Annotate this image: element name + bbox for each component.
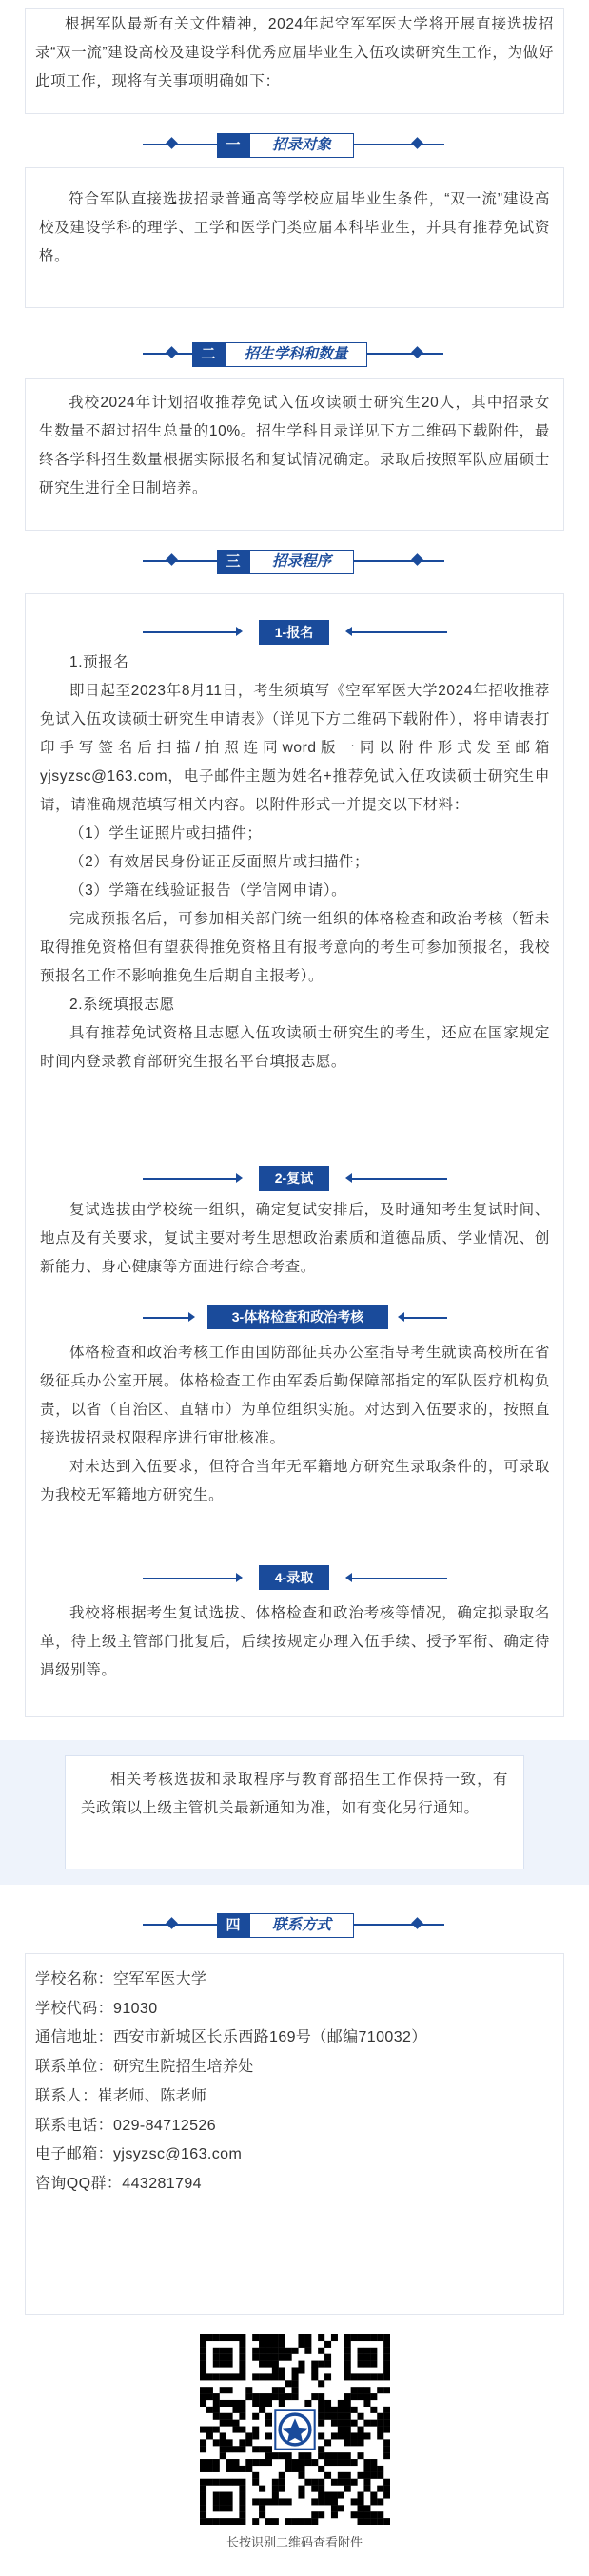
quota-text: 我校2024年计划招收推荐免试入伍攻读硕士研究生20人，其中招录女生数量不超过招生总量的10%。招生学科目录详见下方二维码下载附件，最终各学科招生数量根据实际报名和复试情况确定。录取后按照军队应届硕士研究生进行全日制培养。 bbox=[39, 395, 550, 496]
qr-code[interactable] bbox=[200, 2334, 390, 2525]
retest-content bbox=[40, 1196, 550, 1282]
target-text: 符合军队直接选拔招录普通高等学校应届毕业生条件，“双一流”建设高校及建设学科的理学、工学和医学门类应届本科毕业生，并具有推荐免试资格。 bbox=[39, 191, 550, 264]
quota-box bbox=[25, 378, 564, 531]
material-item: （2）有效居民身份证正反面照片或扫描件； bbox=[69, 854, 370, 870]
contact-box bbox=[25, 1953, 564, 2315]
exam-content bbox=[40, 1339, 550, 1510]
note-box bbox=[65, 1755, 524, 1869]
system-apply-text: 具有推荐免试资格且志愿入伍攻读硕士研究生的考生，还应在国家规定时间内登录教育部研究生报名平台填报志愿。 bbox=[40, 1025, 550, 1070]
intro-text: 根据军队最新有关文件精神，2024年起空军军医大学将开展直接选拔招录“双一流”建设高校及建设学科优秀应届毕业生入伍攻读研究生工作，为做好此项工作，现将有关事项明确如下： bbox=[35, 16, 554, 89]
contact-person: 联系人：崔老师、陈老师 bbox=[35, 2087, 207, 2104]
contact-phone: 联系电话：029-84712526 bbox=[35, 2117, 217, 2134]
section-title: 招录程序 bbox=[249, 550, 354, 574]
retest-text: 复试选拔由学校统一组织，确定复试安排后，及时通知考生复试时间、地点及有关要求，复试主要对考生思想政治素质和道德品质、学业情况、创新能力、身心健康等方面进行综合考查。 bbox=[40, 1202, 550, 1275]
qr-code-image bbox=[200, 2334, 390, 2525]
section-number: 一 bbox=[217, 133, 249, 158]
system-apply-title: 2.系统填报志愿 bbox=[69, 997, 175, 1013]
admit-text: 我校将根据考生复试选拔、体格检查和政治考核等情况，确定拟录取名单，待上级主管部门批复后，后续按规定办理入伍手续、授予军衔、确定待遇级别等。 bbox=[40, 1605, 550, 1678]
section-title: 招录对象 bbox=[249, 133, 354, 158]
contact-unit: 联系单位：研究生院招生培养处 bbox=[35, 2059, 254, 2076]
section-title: 联系方式 bbox=[249, 1913, 354, 1938]
exam-text-2: 对未达到入伍要求，但符合当年无军籍地方研究生录取条件的，可录取为我校无军籍地方研究生。 bbox=[40, 1459, 550, 1503]
step-tag-retest: 2-复试 bbox=[259, 1166, 329, 1191]
qr-caption: 长按识别二维码查看附件 bbox=[226, 2535, 363, 2549]
material-item: （3）学籍在线验证报告（学信网申请）。 bbox=[69, 882, 347, 899]
contact-code: 学校代码：91030 bbox=[35, 2000, 158, 2017]
step-tag-apply: 1-报名 bbox=[259, 620, 329, 645]
contact-address: 通信地址：西安市新城区长乐西路169号（邮编710032） bbox=[35, 2029, 427, 2046]
section-title: 招生学科和数量 bbox=[225, 342, 367, 367]
contact-qq: 咨询QQ群：443281794 bbox=[35, 2175, 202, 2192]
admit-content bbox=[40, 1599, 550, 1685]
section-header-4 bbox=[0, 1906, 589, 1944]
section-header-2 bbox=[0, 335, 589, 373]
contact-school: 学校名称：空军军医大学 bbox=[35, 1971, 207, 1987]
exam-text-1: 体格检查和政治考核工作由国防部征兵办公室指导考生就读高校所在省级征兵办公室开展。体格检查工作由军委后勤保障部指定的军队医疗机构负责，以省（自治区、直辖市）为单位组织实施。对达到入伍要求的，按照直接选拔招录权限程序进行审批核准。 bbox=[40, 1345, 550, 1446]
step-tag-exam: 3-体格检查和政治考核 bbox=[207, 1305, 388, 1329]
section-header-1 bbox=[0, 126, 589, 164]
intro-box bbox=[25, 8, 564, 114]
pre-apply-after: 完成预报名后，可参加相关部门统一组织的体格检查和政治考核（暂未取得推免资格但有望获得推免资格且有报考意向的考生可参加预报名，我校预报名工作不影响推免生后期自主报考）。 bbox=[40, 911, 550, 984]
step-tag-admit: 4-录取 bbox=[259, 1565, 329, 1590]
note-text: 相关考核选拔和录取程序与教育部招生工作保持一致，有关政策以上级主管机关最新通知为准，如有变化另行通知。 bbox=[81, 1772, 508, 1816]
target-box bbox=[25, 167, 564, 308]
apply-content bbox=[40, 649, 550, 1076]
material-item: （1）学生证照片或扫描件； bbox=[69, 825, 263, 842]
contact-email: 电子邮箱：yjsyzsc@163.com bbox=[35, 2146, 243, 2163]
pre-apply-title: 1.预报名 bbox=[69, 654, 129, 670]
section-number: 四 bbox=[217, 1913, 249, 1938]
section-number: 二 bbox=[192, 342, 225, 367]
pre-apply-text: 即日起至2023年8月11日，考生须填写《空军军医大学2024年招收推荐免试入伍攻读硕士研究生申请表》（详见下方二维码下载附件），将申请表打印手写签名后扫描/拍照连同word版一同以附件形式发至邮箱yjsyzsc@163.com，电子邮件主题为姓名+推荐免试入伍攻读硕士研究生申请，请准确规范填写相关内容。以附件形式一并提交以下材料： bbox=[40, 683, 550, 813]
section-header-3 bbox=[0, 542, 589, 580]
section-number: 三 bbox=[217, 550, 249, 574]
